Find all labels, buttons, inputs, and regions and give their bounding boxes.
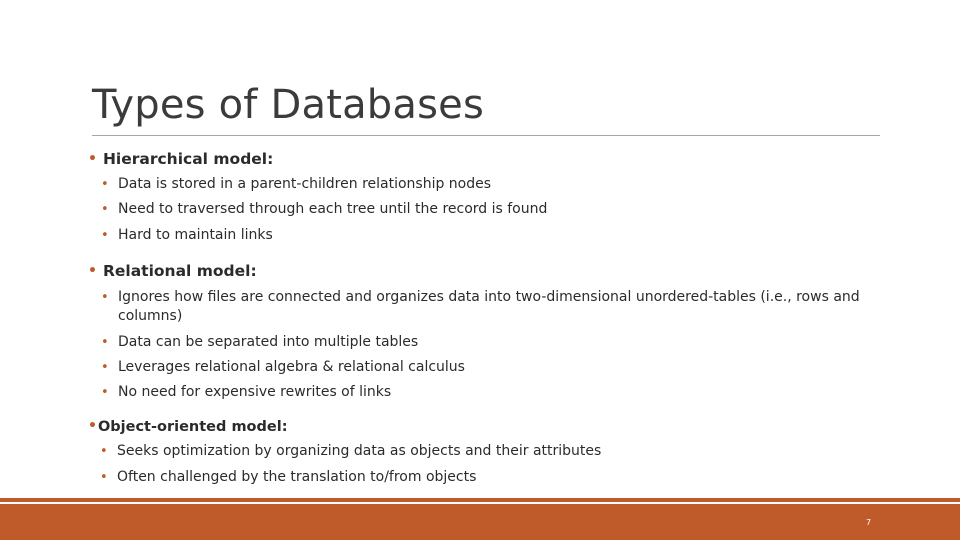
- bullet-icon: •: [101, 360, 109, 375]
- bullet-icon: •: [100, 470, 108, 485]
- bullet-icon: •: [88, 151, 97, 167]
- section-heading-relational: [88, 262, 257, 280]
- section-heading-object-oriented: [88, 419, 288, 435]
- bullet-icon: •: [100, 444, 108, 459]
- list-item: [101, 175, 858, 194]
- bullet-icon: •: [101, 228, 109, 243]
- bullet-icon: •: [88, 263, 97, 279]
- list-item-text: Leverages relational algebra & relational calculus: [118, 359, 465, 375]
- bullet-icon: •: [101, 177, 109, 192]
- list-item-text: Ignores how files are connected and organizes data into two-dimensional unordered-tables (i.e., rows and columns): [118, 289, 860, 324]
- footer-bar: [0, 504, 960, 540]
- section-heading-text: Object-oriented model:: [97, 419, 288, 435]
- slide-title: Types of Databases: [92, 82, 484, 128]
- section-heading-text: Hierarchical model:: [102, 150, 274, 168]
- list-item-text: Often challenged by the translation to/from objects: [117, 469, 477, 485]
- list-item: [100, 468, 857, 487]
- bullet-icon: •: [101, 290, 109, 305]
- list-item-text: Data can be separated into multiple tables: [118, 334, 419, 350]
- bullet-icon: •: [88, 418, 97, 434]
- bullet-icon: •: [101, 202, 109, 217]
- footer-accent-line: [0, 498, 960, 502]
- list-item: [101, 288, 868, 326]
- list-item: [101, 226, 858, 245]
- section-heading-hierarchical: [88, 150, 273, 168]
- section-heading-text: Relational model:: [102, 262, 257, 280]
- bullet-icon: •: [101, 385, 109, 400]
- list-item: [101, 358, 858, 377]
- list-item-text: Seeks optimization by organizing data as objects and their attributes: [117, 443, 602, 459]
- list-item: [101, 333, 858, 352]
- page-number: 7: [866, 518, 872, 527]
- list-item-text: Data is stored in a parent-children relationship nodes: [118, 176, 492, 192]
- list-item: [100, 442, 857, 461]
- list-item-text: No need for expensive rewrites of links: [118, 384, 392, 400]
- list-item: [101, 383, 858, 402]
- bullet-icon: •: [101, 335, 109, 350]
- title-divider: [92, 135, 880, 136]
- list-item-text: Hard to maintain links: [118, 227, 273, 243]
- list-item: [101, 200, 858, 219]
- list-item-text: Need to traversed through each tree until the record is found: [118, 201, 548, 217]
